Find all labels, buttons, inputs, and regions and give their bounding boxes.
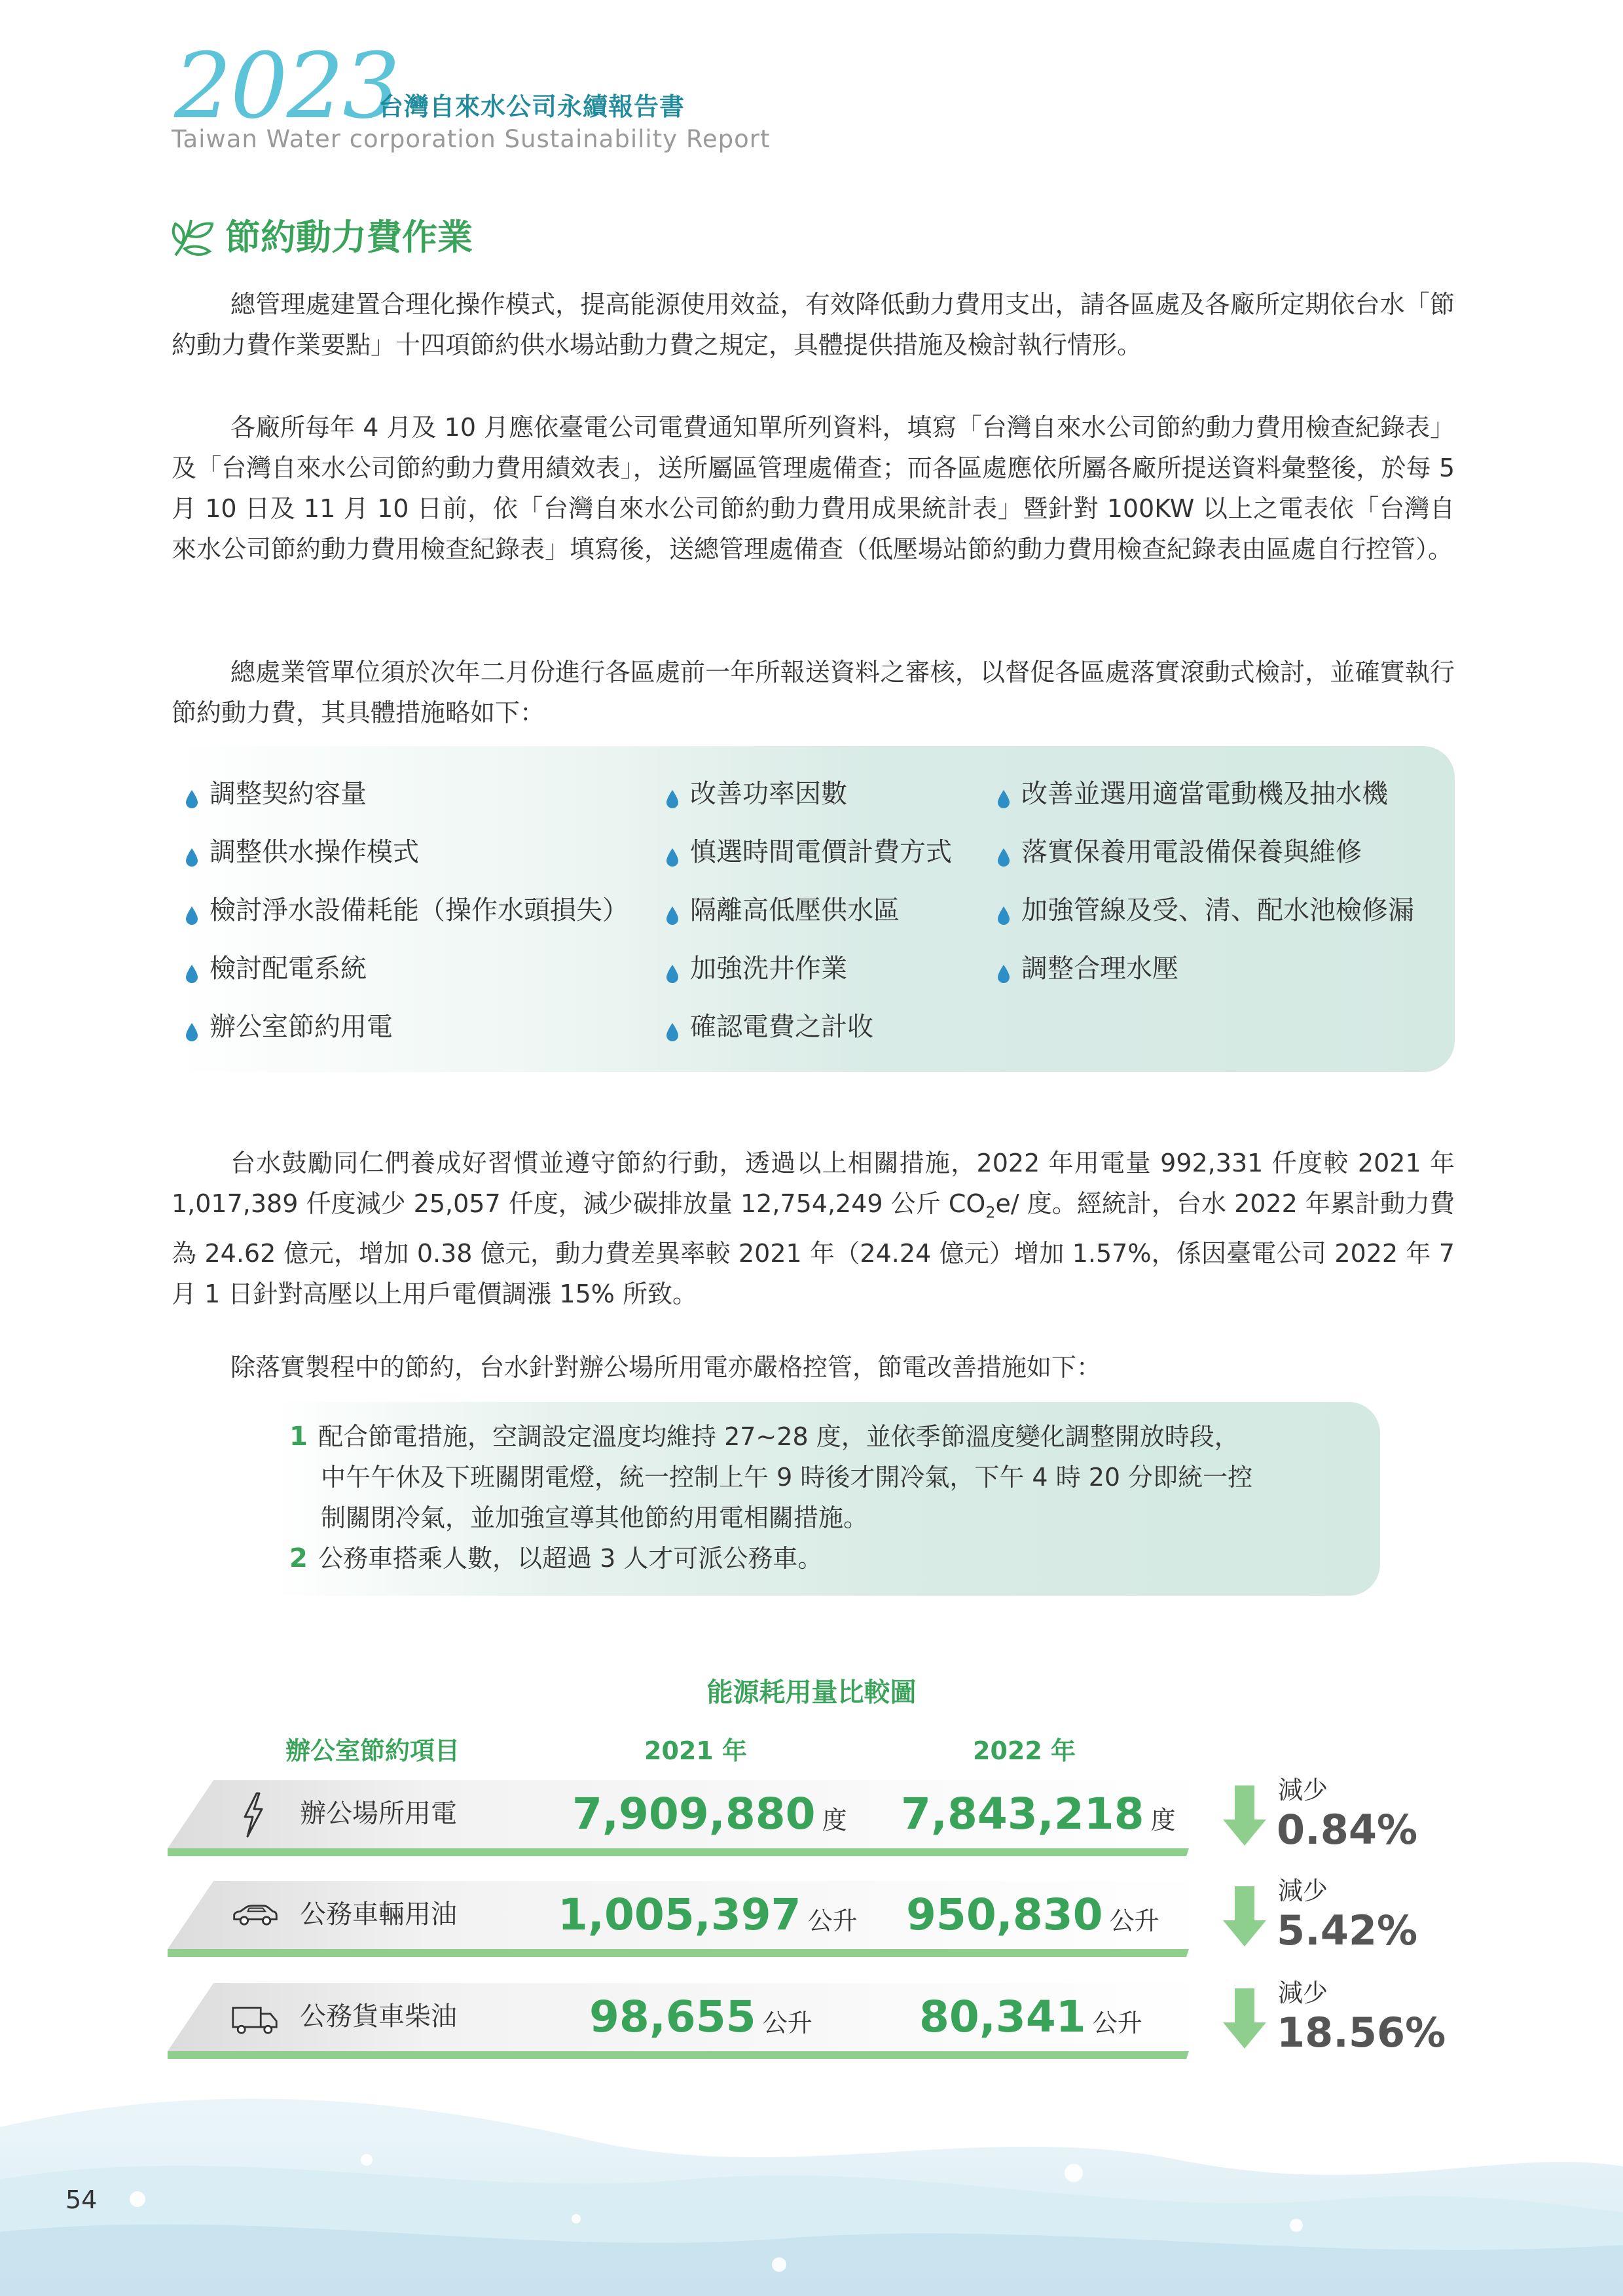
reduction-percent: 5.42% bbox=[1277, 1907, 1418, 1954]
co2-subscript: 2 bbox=[985, 1203, 996, 1222]
measure-label: 改善並選用適當電動機及抽水機 bbox=[1021, 779, 1388, 809]
value-unit: 度 bbox=[822, 1806, 847, 1835]
measure-label: 加強管線及受、清、配水池檢修漏 bbox=[1021, 895, 1414, 925]
office-measure-number-1: 1 bbox=[289, 1422, 308, 1452]
report-subtitle: Taiwan Water corporation Sustainability Report bbox=[172, 125, 771, 153]
measure-label: 改善功率因數 bbox=[690, 779, 847, 809]
office-measure-1-line-2: 中午午休及下班關閉電燈，統一控制上午 9 時後才開冷氣，下午 4 時 20 分即統一控 bbox=[321, 1463, 1253, 1492]
value-number: 80,341 bbox=[919, 1992, 1086, 2042]
paragraph-2 bbox=[172, 407, 1455, 569]
measure-item bbox=[665, 836, 952, 869]
value-number: 950,830 bbox=[906, 1890, 1103, 1940]
column-header-item: 辦公室節約項目 bbox=[285, 1736, 460, 1765]
paragraph-3 bbox=[172, 652, 1455, 733]
water-drop-icon bbox=[996, 842, 1011, 862]
row-label: 公務貨車柴油 bbox=[300, 2001, 457, 2032]
measure-label: 加強洗井作業 bbox=[690, 954, 847, 984]
comparison-title: 能源耗用量比較圖 bbox=[706, 1677, 917, 1708]
paragraph-5 bbox=[172, 1347, 1455, 1388]
paragraph-4-text bbox=[172, 1143, 1455, 1314]
reduction-label: 減少 bbox=[1278, 1776, 1328, 1804]
down-arrow-icon bbox=[1223, 1886, 1266, 1946]
water-drop-icon bbox=[185, 842, 199, 862]
reduction-percent: 0.84% bbox=[1277, 1806, 1418, 1854]
column-header-2022: 2022 年 bbox=[973, 1736, 1076, 1765]
measure-label: 辦公室節約用電 bbox=[210, 1012, 393, 1042]
measure-label: 確認電費之計收 bbox=[690, 1012, 873, 1042]
measure-label: 慎選時間電價計費方式 bbox=[690, 837, 952, 867]
measure-item bbox=[665, 894, 900, 927]
measure-label: 調整供水操作模式 bbox=[210, 837, 419, 867]
paragraph-1 bbox=[172, 284, 1455, 365]
value-number: 1,005,397 bbox=[558, 1890, 801, 1940]
value-2021 bbox=[589, 1991, 812, 2049]
value-unit: 公升 bbox=[762, 2009, 812, 2037]
measure-item bbox=[996, 894, 1414, 927]
water-drop-icon bbox=[185, 901, 199, 920]
value-2022 bbox=[901, 1788, 1176, 1846]
water-drop-icon bbox=[185, 784, 199, 804]
value-number: 7,843,218 bbox=[901, 1789, 1144, 1839]
water-drop-icon bbox=[185, 959, 199, 978]
page-number: 54 bbox=[65, 2185, 98, 2214]
report-title: 台灣自來水公司永續報告書 bbox=[378, 92, 685, 121]
water-drop-icon bbox=[996, 901, 1011, 920]
value-2021 bbox=[572, 1788, 847, 1846]
leaf-icon bbox=[169, 213, 217, 262]
water-drop-icon bbox=[665, 1017, 680, 1037]
measure-item bbox=[665, 952, 847, 985]
water-drop-icon bbox=[665, 842, 680, 862]
water-drop-icon bbox=[996, 959, 1011, 978]
measure-label: 調整合理水壓 bbox=[1021, 954, 1178, 984]
paragraph-2-text: 各廠所每年 4 月及 10 月應依臺電公司電費通知單所列資料，填寫「台灣自來水公司節約動力費用檢查紀錄表」及「台灣自來水公司節約動力費用績效表」，送所屬區管理處備查；而各區處應依所屬各廠所提送資料彙整後，於每 5 月 10 日及 11 月 10 日前，依「台灣自來水公司節約動力費用成果統計表」暨針對 100KW 以上之電表依「台灣自來水公司節約動力費用檢查紀錄表」填寫後，送總管理處備查（低壓場站節約動力費用檢查紀錄表由區處自行控管）。 bbox=[172, 413, 1455, 564]
measure-label: 檢討配電系統 bbox=[210, 954, 367, 984]
water-drop-icon bbox=[665, 784, 680, 804]
reduction-label: 減少 bbox=[1278, 1979, 1328, 2007]
value-2022 bbox=[919, 1991, 1142, 2049]
measure-label: 隔離高低壓供水區 bbox=[690, 895, 900, 925]
measure-item bbox=[665, 1011, 873, 1043]
measure-label: 調整契約容量 bbox=[210, 779, 367, 809]
measure-item bbox=[185, 1011, 393, 1043]
measure-item bbox=[185, 778, 367, 810]
section-title: 節約動力費作業 bbox=[225, 217, 473, 258]
paragraph-4-part-b: e/ 度。經統計，台水 2022 年累計動力費為 24.62 億元，增加 0.38 億元，動力費差異率較 2021 年（24.24 億元）增加 1.57%，係因臺電公司 2022 年 7 月 1 日針對高壓以上用戶電價調漲 15% 所致。 bbox=[172, 1189, 1455, 1308]
water-drop-icon bbox=[665, 901, 680, 920]
value-unit: 度 bbox=[1150, 1806, 1176, 1835]
measure-item bbox=[185, 836, 419, 869]
water-drop-icon bbox=[996, 784, 1011, 804]
paragraph-3-text: 總處業管單位須於次年二月份進行各區處前一年所報送資料之審核，以督促各區處落實滾動式檢討，並確實執行節約動力費，其具體措施略如下： bbox=[172, 658, 1455, 727]
measure-label: 落實保養用電設備保養與維修 bbox=[1021, 837, 1362, 867]
measure-item bbox=[996, 778, 1388, 810]
measure-item bbox=[665, 778, 847, 810]
office-measure-1-line-3: 制關閉冷氣，並加強宣導其他節約用電相關措施。 bbox=[321, 1503, 869, 1532]
value-2021 bbox=[558, 1889, 858, 1947]
office-measure-number-2: 2 bbox=[289, 1543, 308, 1573]
measure-label: 檢討淨水設備耗能（操作水頭損失） bbox=[210, 895, 629, 925]
office-measure-2: 公務車搭乘人數，以超過 3 人才可派公務車。 bbox=[318, 1544, 823, 1573]
value-unit: 公升 bbox=[807, 1907, 858, 1935]
value-unit: 公升 bbox=[1109, 1907, 1159, 1935]
paragraph-4 bbox=[172, 1143, 1455, 1314]
measure-item bbox=[996, 952, 1178, 985]
down-arrow-icon bbox=[1223, 1785, 1266, 1846]
value-unit: 公升 bbox=[1092, 2009, 1142, 2037]
office-measure-1-line-1: 配合節電措施，空調設定溫度均維持 27~28 度，並依季節溫度變化調整開放時段， bbox=[318, 1422, 1239, 1451]
row-label: 公務車輛用油 bbox=[300, 1899, 457, 1929]
column-header-2021: 2021 年 bbox=[644, 1736, 747, 1765]
reduction-percent: 18.56% bbox=[1277, 2009, 1446, 2056]
value-number: 7,909,880 bbox=[572, 1789, 816, 1839]
paragraph-4-part-a: 台水鼓勵同仁們養成好習慣並遵守節約行動，透過以上相關措施，2022 年用電量 992,331 仟度較 2021 年 1,017,389 仟度減少 25,057 仟度，減少碳排放量 12,754,249 公斤 CO bbox=[172, 1149, 1455, 1218]
water-drop-icon bbox=[665, 959, 680, 978]
value-2022 bbox=[906, 1889, 1159, 1947]
car-icon bbox=[230, 1902, 280, 1929]
down-arrow-icon bbox=[1223, 1988, 1266, 2049]
paragraph-1-text: 總管理處建置合理化操作模式，提高能源使用效益，有效降低動力費用支出，請各區處及各廠所定期依台水「節約動力費作業要點」十四項節約供水場站動力費之規定，具體提供措施及檢討執行情形。 bbox=[172, 290, 1455, 359]
measure-item bbox=[185, 894, 629, 927]
paragraph-5-text: 除落實製程中的節約，台水針對辦公場所用電亦嚴格控管，節電改善措施如下： bbox=[230, 1353, 1102, 1382]
row-label: 辦公場所用電 bbox=[300, 1799, 457, 1829]
measure-item bbox=[996, 836, 1362, 869]
water-drop-icon bbox=[185, 1017, 199, 1037]
measure-item bbox=[185, 952, 367, 985]
reduction-label: 減少 bbox=[1278, 1876, 1328, 1905]
lightning-icon bbox=[240, 1792, 266, 1840]
report-year: 2023 bbox=[174, 33, 399, 139]
value-number: 98,655 bbox=[589, 1992, 756, 2042]
truck-icon bbox=[230, 2004, 279, 2038]
wave-decoration bbox=[0, 2068, 1623, 2296]
